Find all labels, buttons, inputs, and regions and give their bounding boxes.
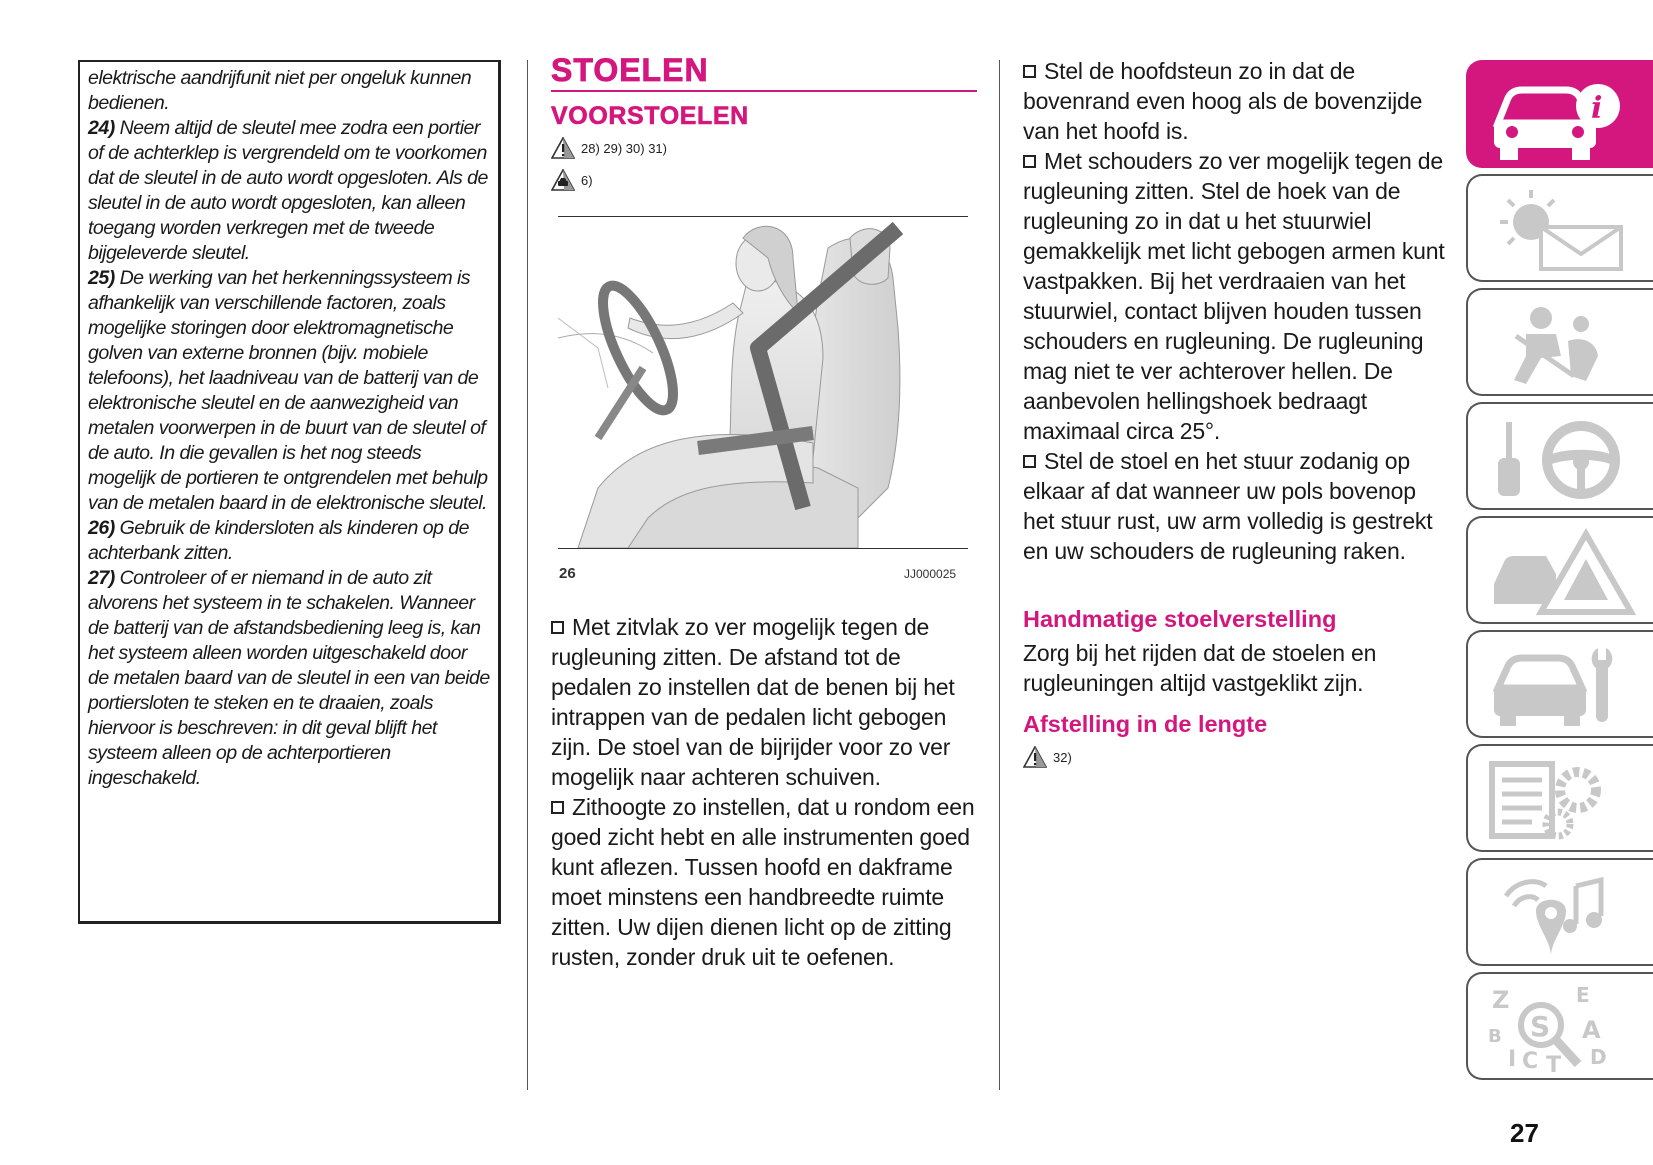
warning-note-continued: elektrische aandrijfunit niet per ongeluk kunnen bedienen. [88, 67, 472, 114]
svg-text:A: A [1582, 1016, 1601, 1044]
tab-index[interactable] [1466, 972, 1653, 1080]
warning-note-26: 26) Gebruik de kindersloten als kinderen op de achterbank zitten. [88, 517, 469, 564]
warning-note-27: 27) Controleer of er niemand in de auto zit alvorens het systeem in te schakelen. Wanneer de batterij van de afstandsbediening leeg is, kan het systeem alleen worden uitgeschakeld door de metalen baard van de sleutel in een van beide portiersloten te steken en te draaien, zoals hiervoor is beschreven: in dit geval blijft het systeem alleen op de achterportieren ingeschakeld. [88, 567, 490, 789]
right-paragraph-3: Stel de stoel en het stuur zodanig op elkaar af dat wanneer uw pols bovenop het stuur rust, uw arm volledig is gestrekt en uw schouders de rugleuning raken. [1023, 448, 1433, 564]
technical-data-icon [1486, 752, 1636, 847]
tab-multimedia[interactable] [1466, 858, 1653, 966]
warning-triangle-icon [551, 137, 575, 159]
index-search-icon [1486, 980, 1636, 1075]
figure-top-rule [558, 216, 968, 217]
car-maintenance-icon [1486, 638, 1636, 733]
warning-note-24: 24) Neem altijd de sleutel mee zodra een portier of de achterklep is vergrendeld om te voorkomen dat de sleutel in de auto wordt opgesloten. Als de sleutel in de auto wordt opgesloten, kan alleen toegang worden verkregen met de tweede bijgeleverde sleutel. [88, 117, 488, 264]
bullet-square-icon [551, 621, 564, 634]
column-divider-right [999, 60, 1000, 1090]
middle-paragraph-1: Met zitvlak zo ver mogelijk tegen de rugleuning zitten. De afstand tot de pedalen zo instellen dat de benen bij het intrappen van de pedalen licht gebogen zijn. De stoel van de bijrijder voor zo ver mogelijk naar achteren schuiven. [551, 614, 955, 790]
right-paragraph-2: Met schouders zo ver mogelijk tegen de rugleuning zitten. Stel de hoek van de rugleuning zo in dat u het stuurwiel gemakkelijk met licht gebogen armen kunt vastpakken. Bij het verdraaien van het stuurwiel, contact blijven houden tussen schouders en rugleuning. De rugleuning mag niet te ver achterover hellen. De aanbevolen hellingshoek bedraagt maximaal circa 25°. [1023, 148, 1445, 444]
warning-triangle-icon [1023, 746, 1047, 768]
svg-text:Z: Z [1492, 986, 1510, 1014]
svg-text:S: S [1530, 1010, 1551, 1043]
caution-refs-text: 6) [581, 172, 593, 188]
warning-references [551, 137, 667, 159]
title-rule [551, 90, 977, 92]
svg-text:D: D [1590, 1045, 1607, 1069]
section-title: VOORSTOELEN [551, 102, 749, 130]
svg-text:E: E [1576, 983, 1590, 1007]
section-heading-manual-seat: Handmatige stoelverstelling [1023, 606, 1337, 632]
svg-text:B: B [1488, 1026, 1502, 1047]
column-divider-left [527, 60, 528, 1090]
svg-text:C: C [1522, 1049, 1539, 1074]
svg-text:i: i [1591, 91, 1603, 126]
tab-maintenance[interactable] [1466, 630, 1653, 738]
tab-technical-data[interactable] [1466, 744, 1653, 852]
emergency-triangle-icon [1486, 524, 1636, 619]
page-title: STOELEN [551, 52, 709, 88]
middle-paragraph-2: Zithoogte zo instellen, dat u rondom een goed zicht hebt en alle instrumenten goed kunt aflezen. Tussen hoofd en dakframe moet minstens een handbreedte ruimte zitten. Uw dijen dienen licht op de zitting rusten, zonder druk uit te oefenen. [551, 794, 975, 970]
caution-references [551, 169, 593, 191]
svg-text:T: T [1546, 1053, 1562, 1075]
right-paragraph-1: Stel de hoofdsteun zo in dat de bovenrand even hoog als de bovenzijde van het hoofd is. [1023, 58, 1423, 144]
section-heading-length: Afstelling in de lengte [1023, 711, 1268, 737]
car-caution-icon [551, 169, 575, 191]
multimedia-icon [1486, 866, 1636, 961]
dashboard-lights-icon [1486, 182, 1636, 277]
seat-position-illustration [558, 218, 968, 548]
figure-number: 26 [559, 565, 576, 582]
right-column-text [1023, 56, 1453, 566]
warning-note-25: 25) De werking van het herkenningssysteem is afhankelijk van verschillende factoren, zoals mogelijke storingen door elektromagnetische golven van externe bronnen (bijv. mobiele telefoons), het laadniveau van de batterij van de elektronische sleutel en de aanwezigheid van metalen voorwerpen in de buurt van de sleutel of de auto. In die gevallen is het nog steeds mogelijk de portieren te ontgrendelen met behulp van de metalen baard in de elektronische sleutel. [88, 267, 488, 514]
length-warning-references [1023, 746, 1072, 768]
safety-airbag-icon [1486, 296, 1636, 391]
car-info-icon [1486, 68, 1636, 163]
bullet-square-icon [1023, 155, 1036, 168]
tab-emergency[interactable] [1466, 516, 1653, 624]
figure-bottom-rule [558, 548, 968, 549]
bullet-square-icon [1023, 455, 1036, 468]
tab-getting-to-know-car[interactable] [1466, 60, 1653, 168]
bullet-square-icon [551, 801, 564, 814]
bullet-square-icon [1023, 65, 1036, 78]
tab-safety[interactable] [1466, 288, 1653, 396]
page-number: 27 [1510, 1118, 1539, 1148]
tab-starting-driving[interactable] [1466, 402, 1653, 510]
figure-code: JJ000025 [904, 567, 957, 581]
warning-refs-text: 28) 29) 30) 31) [581, 140, 667, 156]
key-steering-wheel-icon [1486, 410, 1636, 505]
length-refs-text: 32) [1053, 749, 1072, 765]
warning-notes-box [78, 60, 501, 924]
middle-column-text [551, 612, 981, 972]
manual-seat-text: Zorg bij het rijden dat de stoelen en rugleuningen altijd vastgeklikt zijn. [1023, 640, 1377, 696]
svg-text:I: I [1508, 1047, 1517, 1072]
tab-dashboard[interactable] [1466, 174, 1653, 282]
